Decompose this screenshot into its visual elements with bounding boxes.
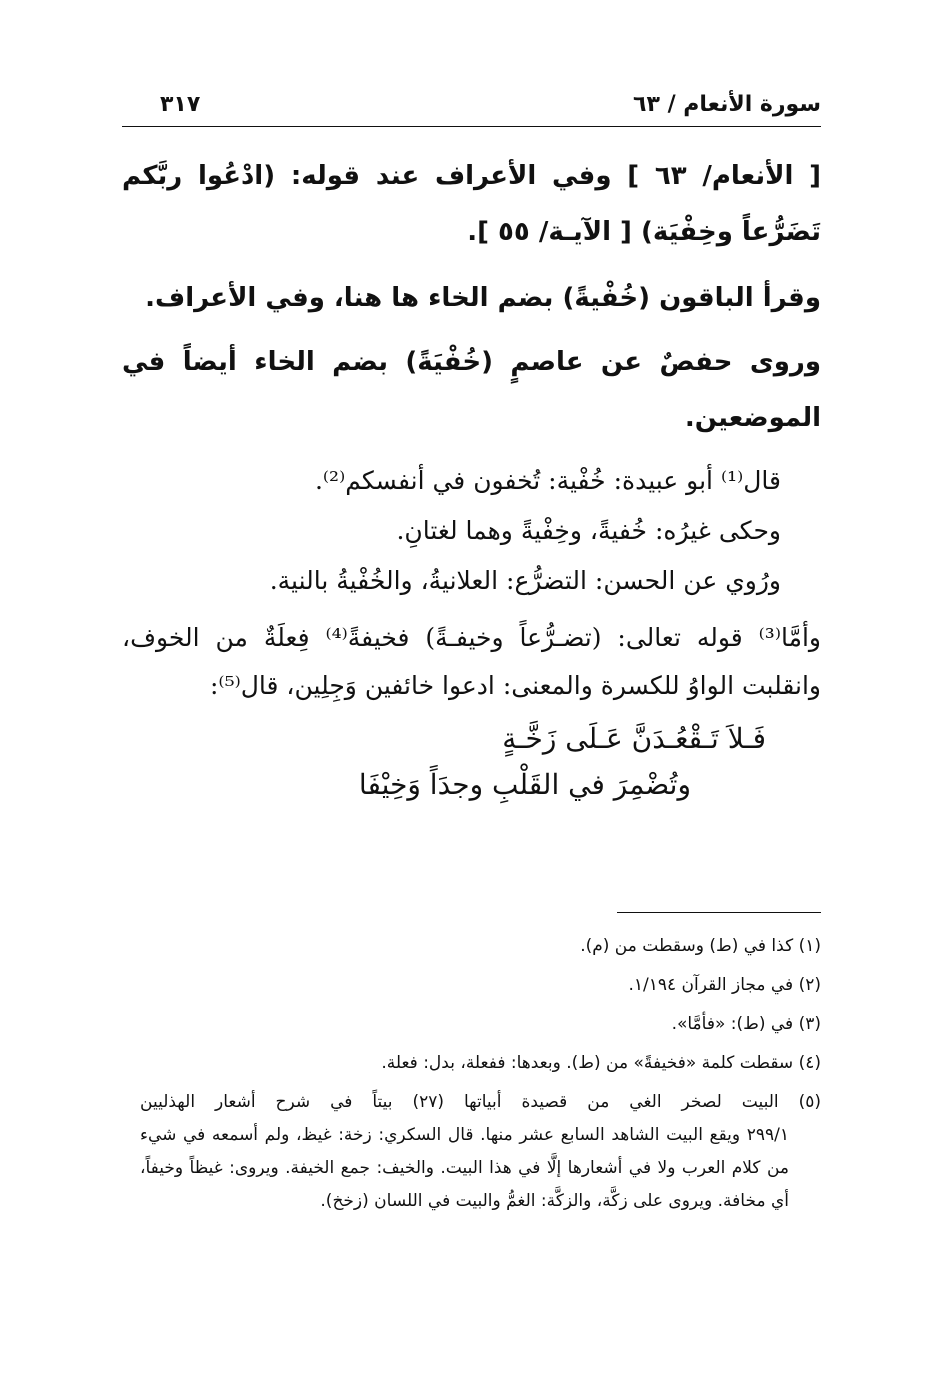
paragraph-4: وأمَّا⁽³⁾ قوله تعالى: (تضـرُّعاً وخيفـةً) فخيفةً⁽⁴⁾ فِعلَةٌ من الخوف، وانقلبت الواوُ للكسرة والمعنى: ادعوا خائفين وَجِلِين، قال⁽⁵⁾:: [122, 623, 821, 700]
footnote-1: (١) كذا في (ط) وسقطت من (م).: [580, 936, 821, 956]
paragraph-1: [ الأنعام/ ٦٣ ] وفي الأعراف عند قوله: (ادْعُوا ربَّكم تَضَرُّعاً وخِفْيَة) [ الآيـة/ ٥٥ ].: [122, 161, 821, 247]
paragraph-3: وروى حفصٌ عن عاصمٍ (خُفْيَةً) بضم الخاء أيضاً في الموضعين.: [122, 347, 821, 433]
verse-line-2: وتُضْمِرَ في القَلْبِ وجدَاً وَخِيْفَا: [358, 768, 691, 801]
verse-line-1: فَـلاَ تَـقْعُـدَنَّ عَـلَى زَخَّـةٍ: [502, 722, 766, 755]
paragraph-2: وقرأ الباقون (خُفْيةً) بضم الخاء ها هنا، وفي الأعراف.: [145, 283, 821, 313]
poetry-verse: [122, 716, 821, 808]
surah-title: سورة الأنعام / ٦٣: [633, 92, 821, 117]
quote-abu-ubayda: قال⁽¹⁾ أبو عبيدة: خُفْية: تُخفون في أنفسكم⁽²⁾.: [314, 466, 781, 495]
page-number: ٣١٧: [160, 92, 201, 117]
footnote-5: [140, 1086, 821, 1218]
footnote-2: (٢) في مجاز القرآن ١/١٩٤.: [628, 975, 821, 995]
footnote-5-continuation: ٢٩٩/١ ويقع البيت الشاهد السابع عشر منها. قال السكري: زخة: غيظ، ولم أسمعه في شيء من كلام العرب ولا في أشعارها إلَّا في هذا البيت. والخيف: جمع الخيفة. ويروى: غيظاً وخيفاً، أي مخافة. ويروى على زكَّة، والزكَّة: الغمُّ والبيت في اللسان (زخخ).: [140, 1125, 789, 1211]
footnotes: [140, 930, 821, 1224]
quote-other: وحكى غيرُه: خُفيةً، وخِفْيةً وهما لغتانِ.: [396, 516, 781, 545]
running-header: [122, 88, 821, 127]
quote-hasan: ورُوي عن الحسن: التضرُّع: العلانيةُ، والخُفْيةُ بالنية.: [269, 566, 781, 595]
footnote-5-first-line: (٥) البيت لصخر الغي من قصيدة أبياتها (٢٧) بيتاً في شرح أشعار الهذليين: [140, 1092, 821, 1112]
main-text: [122, 148, 821, 808]
footnote-divider: [617, 912, 821, 913]
footnote-3: (٣) في (ط): «فأمَّا».: [671, 1014, 821, 1034]
footnote-4: (٤) سقطت كلمة «فخيفةً» من (ط). وبعدها: ففعلة، بدل: فعلة.: [381, 1053, 821, 1073]
